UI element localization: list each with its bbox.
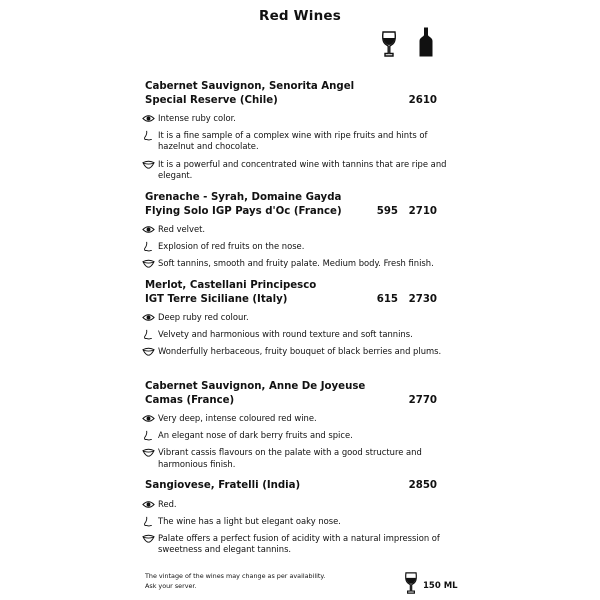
mouth-icon: [142, 533, 155, 544]
tasting-note-appearance: [145, 312, 455, 323]
tasting-note-appearance: [145, 113, 455, 124]
nose-icon: [142, 516, 155, 527]
tasting-note-nose: [145, 130, 455, 152]
nose-icon: [142, 329, 155, 340]
wine-name: [145, 479, 455, 493]
serving-volume: 150 ML: [423, 581, 458, 591]
mouth-icon: [142, 346, 155, 357]
tasting-note-nose: [145, 241, 455, 252]
note-text: Palate offers a perfect fusion of acidity with a natural impression of sweetness and elegant tannins.: [158, 532, 440, 555]
nose-icon: [142, 130, 155, 141]
wine-entry: [145, 80, 455, 187]
wine-glass-icon: [404, 572, 418, 594]
tasting-note-appearance: [145, 224, 455, 235]
eye-icon: [142, 113, 155, 124]
mouth-icon: [142, 159, 155, 170]
note-text: Deep ruby red colour.: [158, 312, 249, 322]
tasting-note-palate: [145, 159, 455, 181]
wine-name-line: Merlot, Castellani Principesco: [145, 280, 317, 291]
wine-name-line: Grenache - Syrah, Domaine Gayda: [145, 192, 342, 203]
note-text: Soft tannins, smooth and fruity palate. Medium body. Fresh finish.: [158, 258, 434, 269]
mouth-icon: [142, 447, 155, 458]
wine-name-line: Flying Solo IGP Pays d'Oc (France): [145, 205, 342, 217]
note-text: Very deep, intense coloured red wine.: [158, 413, 317, 423]
wine-entry: [145, 279, 455, 364]
price-glass: 615: [376, 293, 398, 305]
note-text: It is a fine sample of a complex wine with ripe fruits and hints of hazelnut and chocolate.: [158, 130, 428, 152]
price-bottle: 2610: [408, 94, 437, 106]
wine-name: [145, 380, 455, 407]
wine-entry: [145, 479, 455, 561]
wine-name-line: Special Reserve (Chile): [145, 94, 278, 106]
wine-entry: [145, 191, 455, 276]
tasting-note-palate: [145, 346, 455, 357]
price-bottle: 2710: [408, 205, 437, 217]
wine-name-line: Camas (France): [145, 394, 235, 406]
wine-name-line: Cabernet Sauvignon, Senorita Angel: [145, 81, 355, 92]
tasting-note-appearance: [145, 499, 455, 510]
price-bottle: 2730: [408, 293, 437, 305]
wine-entry: [145, 380, 455, 476]
nose-icon: [142, 430, 155, 441]
wine-name: [145, 279, 455, 306]
wine-glass-icon: [381, 31, 397, 57]
wine-name-line: IGT Terre Siciliane (Italy): [145, 293, 288, 305]
tasting-note-appearance: [145, 413, 455, 424]
eye-icon: [142, 413, 155, 424]
price-bottle: 2770: [408, 394, 437, 406]
nose-icon: [142, 241, 155, 252]
note-text: It is a powerful and concentrated wine with tannins that are ripe and elegant.: [158, 158, 447, 180]
mouth-icon: [142, 258, 155, 269]
note-text: Explosion of red fruits on the nose.: [158, 241, 305, 252]
note-text: Red.: [158, 498, 177, 509]
wine-name: [145, 80, 455, 107]
note-text: Intense ruby color.: [158, 113, 236, 123]
wine-name: [145, 191, 455, 218]
vintage-note: [145, 571, 325, 591]
note-text: Red velvet.: [158, 224, 206, 234]
tasting-note-nose: [145, 430, 455, 441]
tasting-note-nose: [145, 516, 455, 527]
tasting-note-palate: [145, 258, 455, 269]
eye-icon: [142, 224, 155, 235]
price-glass: 595: [376, 205, 398, 217]
vintage-note-line: The vintage of the wines may change as per availability.: [145, 572, 326, 580]
wine-bottle-icon: [418, 27, 434, 57]
wine-name-line: Cabernet Sauvignon, Anne De Joyeuse: [145, 381, 366, 392]
page-title: Red Wines: [258, 8, 342, 24]
note-text: An elegant nose of dark berry fruits and spice.: [158, 430, 353, 441]
tasting-note-palate: [145, 533, 455, 555]
tasting-note-palate: [145, 447, 455, 469]
eye-icon: [142, 499, 155, 510]
note-text: Velvety and harmonious with round texture and soft tannins.: [158, 329, 413, 340]
note-text: Vibrant cassis flavours on the palate with a good structure and harmonious finish.: [158, 447, 422, 469]
wine-name-line: Sangiovese, Fratelli (India): [145, 480, 301, 491]
eye-icon: [142, 312, 155, 323]
price-bottle: 2850: [408, 480, 437, 491]
note-text: The wine has a light but elegant oaky nose.: [158, 515, 341, 526]
vintage-note-line: Ask your server.: [145, 582, 197, 590]
note-text: Wonderfully herbaceous, fruity bouquet of black berries and plums.: [158, 346, 442, 357]
tasting-note-nose: [145, 329, 455, 340]
